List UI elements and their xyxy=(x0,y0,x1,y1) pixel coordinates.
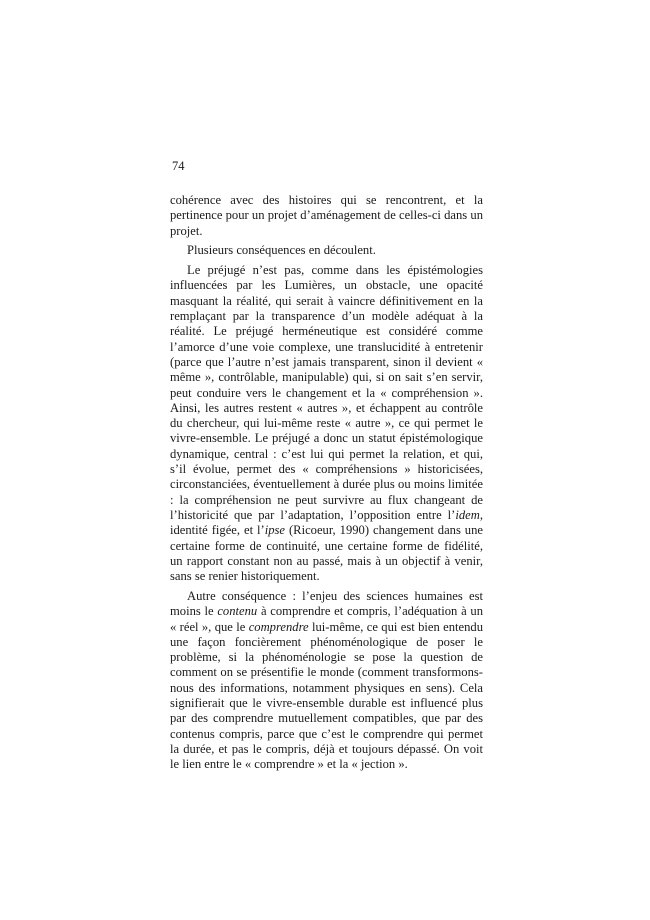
italic-term-idem: idem xyxy=(455,507,480,522)
text-segment: Plusieurs conséquences en découlent. xyxy=(187,243,376,258)
paragraph-1 xyxy=(170,193,483,239)
text-segment: à comprendre et compris, l’adéquation à un « réel », que le xyxy=(170,604,483,634)
italic-term-ipse: ipse xyxy=(264,523,286,538)
text-segment: lui-même, ce qui est bien entendu une façon foncièrement phénoménologique de poser le problème, si la phénoménologie se pose la question de comment on se présentifie le monde (comment transformons-nous des informations, notamment physiques en sens). Cela signifierait que le vivre-ensemble durable est influencé plus par des comprendre mutuellement compatibles, que par des contenus compris, parce que c’est le comprendre qui permet la durée, et pas le compris, déjà et toujours dépassé. On voit le lien entre le « comprendre » et la « jection ». xyxy=(170,619,483,772)
body-text xyxy=(170,193,483,777)
italic-term-contenu: contenu xyxy=(217,604,258,619)
text-segment: Le préjugé n’est pas, comme dans les épistémologies influencées par les Lumières, un obstacle, une opacité masquant la réalité, qui serait à vaincre définitivement en la remplaçant par la transparence d’un modèle adéquat à la réalité. Le préjugé herméneutique est considéré comme l’amorce d’une voie complexe, une translucidité à entretenir (parce que l’autre n’est jamais transparent, sinon il devient « même », contrôlable, manipulable) qui, si on sait s’en servir, peut conduire vers le changement et la « compréhension ». Ainsi, les autres restent « autres », et échappent au contrôle du chercheur, qui lui-même reste « autre », ce qui permet le vivre-ensemble. Le préjugé a donc un statut épistémologique dynamique, central : c’est lui qui permet la relation, et qui, s’il évolue, permet des « compréhensions » historicisées, circonstanciées, éventuellement à durée plus ou moins limitée : la compréhension ne peut survivre au flux changeant de l’historicité que par l’adaptation, l’opposition entre l’ xyxy=(170,263,483,522)
paragraph-2 xyxy=(170,243,483,258)
paragraph-4 xyxy=(170,589,483,773)
text-segment: (Ricoeur, 1990) changement dans une certaine forme de continuité, une certaine forme de fidélité, un rapport constant non au passé, mais à un objectif à venir, sans se renier historiquement. xyxy=(170,523,483,584)
italic-term-comprendre: comprendre xyxy=(248,619,309,634)
text-segment: cohérence avec des histoires qui se rencontrent, et la pertinence pour un projet d’aménagement de celles-ci dans un projet. xyxy=(170,193,483,238)
paragraph-3 xyxy=(170,263,483,584)
page-number: 74 xyxy=(172,159,185,173)
text-segment: Autre conséquence : l’enjeu des sciences humaines est moins le xyxy=(170,588,483,619)
text-segment: , identité figée, et l’ xyxy=(170,507,483,538)
